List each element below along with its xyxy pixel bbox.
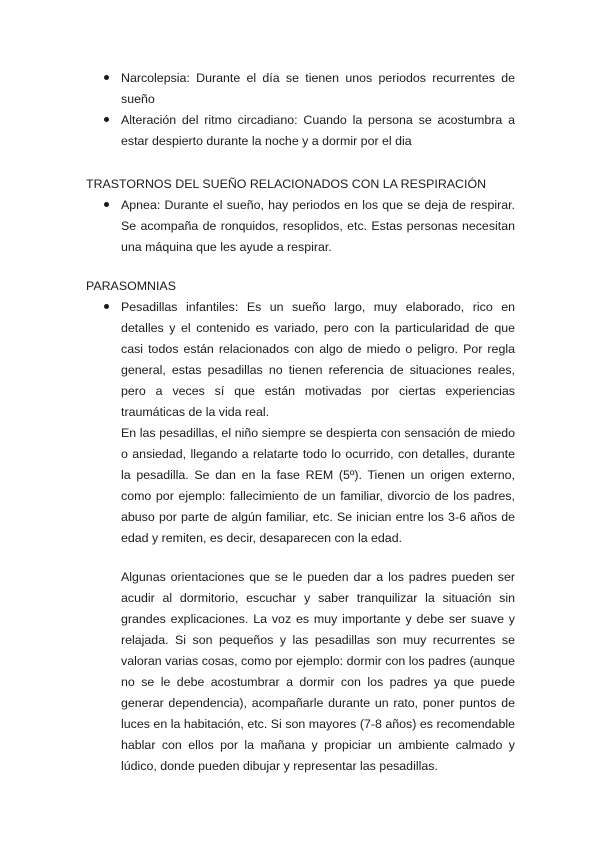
nightmares-paragraph-2-wrap	[0, 423, 600, 549]
bullet-icon	[104, 75, 109, 80]
list-item	[0, 68, 600, 110]
nightmares-paragraph-3: Algunas orientaciones que se le pueden dar a los padres pueden ser acudir al dormitorio, escuchar y saber tranquilizar la situación sin grandes explicaciones. La voz es muy importante y debe ser suave y relajada. Si son pequeños y las pesadillas son muy recurrentes se valoran varias cosas, como por ejemplo: dormir con los padres (aunque no se le debe acostumbrar a dormir con los padres ya que puede generar dependencia), acompañarle durante un rato, poner puntos de luces en la habitación, etc. Si son mayores (7-8 años) es recomendable hablar con ellos por la mañana y propiciar un ambiente calmado y lúdico, donde pueden dibujar y representar las pesadillas.	[121, 570, 515, 773]
bullet-icon	[104, 202, 109, 207]
bullet-icon	[104, 304, 109, 309]
list-item	[0, 297, 600, 423]
bullet-icon	[104, 117, 109, 122]
nightmares-paragraph-2: En las pesadillas, el niño siempre se despierta con sensación de miedo o ansiedad, llegando a relatarte todo lo ocurrido, con detalles, durante la pesadilla. Se dan en la fase REM (5º). Tienen un origen externo, como por ejemplo: fallecimiento de un familiar, divorcio de los padres, abuso por parte de algún familiar, etc. Se inician entre los 3-6 años de edad y remiten, es decir, desaparecen con la edad.	[121, 426, 515, 545]
circadian-text: Alteración del ritmo circadiano: Cuando la persona se acostumbra a estar despierto durante la noche y a dormir por el dia	[121, 113, 515, 148]
list-item	[0, 195, 600, 258]
narcolepsy-text: Narcolepsia: Durante el día se tienen unos periodos recurrentes de sueño	[121, 71, 515, 106]
parasomnias-list	[0, 297, 600, 423]
apnea-text: Apnea: Durante el sueño, hay periodos en los que se deja de respirar. Se acompaña de ronquidos, resoplidos, etc. Estas personas necesitan una máquina que les ayude a respirar.	[121, 198, 515, 254]
list-item	[0, 110, 600, 152]
respiration-heading: TRASTORNOS DEL SUEÑO RELACIONADOS CON LA RESPIRACIÓN	[86, 177, 487, 191]
nightmares-paragraph-3-wrap	[0, 567, 600, 777]
sleep-disorders-list	[0, 68, 600, 152]
parasomnias-heading: PARASOMNIAS	[86, 279, 176, 293]
nightmares-intro: Pesadillas infantiles: Es un sueño largo, muy elaborado, rico en detalles y el contenido es variado, pero con la particularidad de que casi todos están relacionados con algo de miedo o peligro. Por regla general, estas pesadillas no tienen referencia de situaciones reales, pero a veces sí que están motivadas por ciertas experiencias traumáticas de la vida real.	[121, 300, 515, 419]
respiration-list	[0, 195, 600, 258]
